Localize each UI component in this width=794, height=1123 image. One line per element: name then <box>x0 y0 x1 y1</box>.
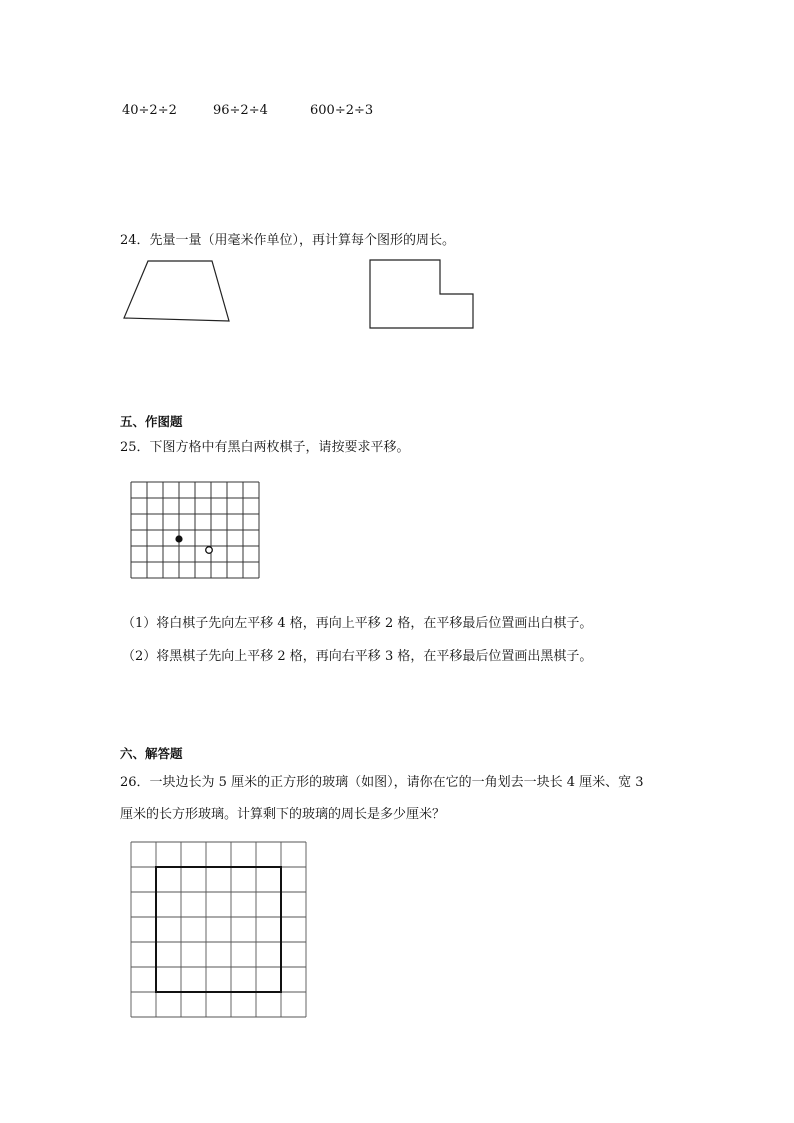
chess-grid <box>130 481 260 579</box>
expression-1: 40÷2÷2 <box>122 103 177 118</box>
question-25-sub-2: （2）将黑棋子先向上平移 2 格，再向右平移 3 格，在平移最后位置画出黑棋子。 <box>122 649 593 664</box>
white-chess-piece <box>206 547 213 554</box>
question-24-text: 24．先量一量（用毫米作单位），再计算每个图形的周长。 <box>120 233 456 248</box>
section-5-title: 五、作图题 <box>120 414 183 429</box>
expression-3: 600÷2÷3 <box>310 103 374 118</box>
question-25-text: 25．下图方格中有黑白两枚棋子，请按要求平移。 <box>120 440 410 455</box>
question-26-line-2: 厘米的长方形玻璃。计算剩下的玻璃的周长是多少厘米？ <box>120 807 446 822</box>
square-glass <box>156 867 281 992</box>
expression-2: 96÷2÷4 <box>213 103 268 118</box>
section-6-title: 六、解答题 <box>120 746 183 761</box>
glass-grid <box>130 841 310 1021</box>
question-25-sub-1: （1）将白棋子先向左平移 4 格，再向上平移 2 格，在平移最后位置画出白棋子。 <box>122 616 593 631</box>
black-chess-piece <box>175 535 182 542</box>
trapezoid-shape <box>124 261 229 321</box>
notched-rectangle-shape <box>370 260 473 328</box>
question-26-line-1: 26．一块边长为 5 厘米的正方形的玻璃（如图），请你在它的一角划去一块长 4 厘米、宽 3 <box>120 775 644 790</box>
